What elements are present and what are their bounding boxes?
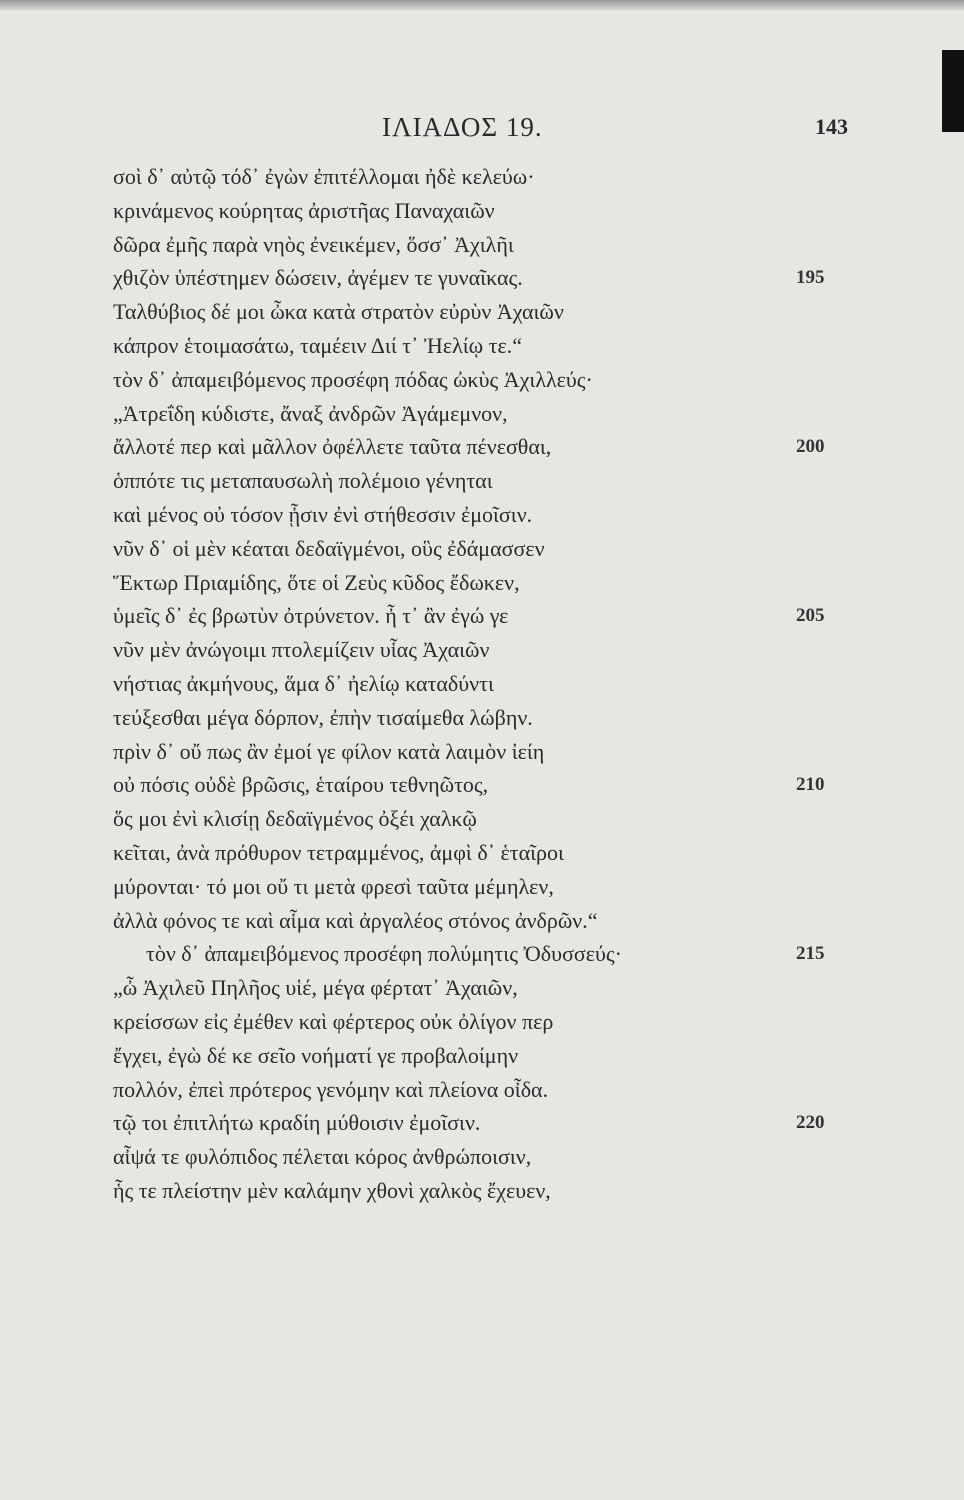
verse-line [0,464,964,498]
verse-line [0,430,964,464]
verse-line [0,1106,964,1140]
verse-line [0,295,964,329]
verse-line [0,633,964,667]
verse-text: κρείσσων εἰς ἐμέθεν καὶ φέρτερος οὐκ ὀλίγον περ [113,1008,554,1034]
verse-line [0,566,964,600]
verse-text: κρινάμενος κούρητας ἀριστῆας Παναχαιῶν [113,197,495,223]
verse-text: δῶρα ἐμῆς παρὰ νηὸς ἐνεικέμεν, ὅσσ᾽ Ἀχιλῆι [113,231,514,257]
scan-top-edge [0,0,964,10]
verse-text: ὅς μοι ἐνὶ κλισίῃ δεδαϊγμένος ὀξέι χαλκῷ [113,806,477,832]
page-header [0,112,964,152]
verse-line [0,1005,964,1039]
verse-text: „Ἀτρεΐδη κύδιστε, ἄναξ ἀνδρῶν Ἀγάμεμνον, [113,400,508,426]
verse-text: τῷ τοι ἐπιτλήτω κραδίη μύθοισιν ἐμοῖσιν. [113,1110,481,1136]
verse-line [0,701,964,735]
verse-line [0,1140,964,1174]
verse-line [0,261,964,295]
line-number: 200 [796,436,825,458]
verse-line [0,228,964,262]
verse-text: τὸν δ᾽ ἀπαμειβόμενος προσέφη πόδας ὠκὺς Ἀχιλλεύς· [113,366,593,392]
verse-text: Ἕκτωρ Πριαμίδης, ὅτε οἱ Ζεὺς κῦδος ἔδωκεν, [113,569,520,595]
line-number: 210 [796,774,825,796]
verse-line [0,971,964,1005]
line-number: 195 [796,267,825,289]
running-title: ΙΛΙΑΔΟΣ 19. [382,112,543,142]
verse-text: ὑμεῖς δ᾽ ἐς βρωτὺν ὀτρύνετον. ἦ τ᾽ ἂν ἐγώ γε [113,603,509,629]
verse-text: πολλόν, ἐπεὶ πρότερος γενόμην καὶ πλείονα οἶδα. [113,1076,549,1102]
verse-text: κεῖται, ἀνὰ πρόθυρον τετραμμένος, ἀμφὶ δ᾽ ἑταῖροι [113,839,564,865]
verse-text: τὸν δ᾽ ἀπαμειβόμενος προσέφη πολύμητις Ὀδυσσεύς· [146,941,622,967]
verse-text: τεύξεσθαι μέγα δόρπον, ἐπὴν τισαίμεθα λώβην. [113,704,533,730]
verse-text: σοὶ δ᾽ αὐτῷ τόδ᾽ ἐγὼν ἐπιτέλλομαι ἠδὲ κελεύω· [113,164,535,189]
verse-line [0,599,964,633]
verse-text: „ὦ Ἀχιλεῦ Πηλῆος υἱέ, μέγα φέρτατ᾽ Ἀχαιῶν, [113,975,518,1001]
verse-line [0,802,964,836]
verse-text: κάπρον ἑτοιμασάτω, ταμέειν Διί τ᾽ Ἠελίῳ τε.“ [113,332,522,358]
verse-text: μύρονται· τό μοι οὔ τι μετὰ φρεσὶ ταῦτα μέμηλεν, [113,873,554,899]
verse-text: χθιζὸν ὑπέστημεν δώσειν, ἀγέμεν τε γυναῖκας. [113,265,523,291]
verse-text: ἄλλοτέ περ καὶ μᾶλλον ὀφέλλετε ταῦτα πένεσθαι, [113,434,552,460]
verse-text: Ταλθύβιος δέ μοι ὦκα κατὰ στρατὸν εὐρὺν Ἀχαιῶν [113,299,564,325]
verse-text: ἔγχει, ἐγὼ δέ κε σεῖο νοήματί γε προβαλοίμην [113,1042,519,1068]
verse-text: νήστιας ἀκμήνους, ἅμα δ᾽ ἠελίῳ καταδύντι [113,670,494,696]
verse-line [0,194,964,228]
verse-line [0,768,964,802]
verse-text: ἀλλὰ φόνος τε καὶ αἷμα καὶ ἀργαλέος στόνος ἀνδρῶν.“ [113,907,598,933]
verse-line [0,532,964,566]
verse-text: αἶψά τε φυλόπιδος πέλεται κόρος ἀνθρώποισιν, [113,1144,532,1170]
verse-line [0,870,964,904]
line-number: 205 [796,605,825,627]
verse-text: ἧς τε πλείστην μὲν καλάμην χθονὶ χαλκὸς ἔχευεν, [113,1177,551,1203]
verse-text: νῦν δ᾽ οἱ μὲν κέαται δεδαϊγμένοι, οὓς ἐδάμασσεν [113,535,545,561]
verse-line [0,937,964,971]
verse-text: οὐ πόσις οὐδὲ βρῶσις, ἑταίρου τεθνηῶτος, [113,772,489,798]
verse-line [0,904,964,938]
line-number: 215 [796,943,825,965]
verse-line [0,735,964,769]
line-number: 220 [796,1112,825,1134]
verse-line [0,1174,964,1208]
verse-line [0,667,964,701]
verse-line [0,498,964,532]
verse-text: νῦν μὲν ἀνώγοιμι πτολεμίζειν υἷας Ἀχαιῶν [113,637,490,663]
verse-line [0,836,964,870]
verse-line [0,1039,964,1073]
verse-block [0,160,964,1208]
page-number: 143 [815,114,848,139]
verse-text: πρὶν δ᾽ οὔ πως ἂν ἐμοί γε φίλον κατὰ λαιμὸν ἰείη [113,738,545,764]
verse-text: ὁππότε τις μεταπαυσωλὴ πολέμοιο γένηται [113,468,493,494]
verse-line [0,329,964,363]
verse-line [0,397,964,431]
verse-line [0,363,964,397]
verse-line [0,1073,964,1107]
verse-text: καὶ μένος οὐ τόσον ᾖσιν ἐνὶ στήθεσσιν ἐμοῖσιν. [113,501,533,527]
verse-line [0,160,964,194]
